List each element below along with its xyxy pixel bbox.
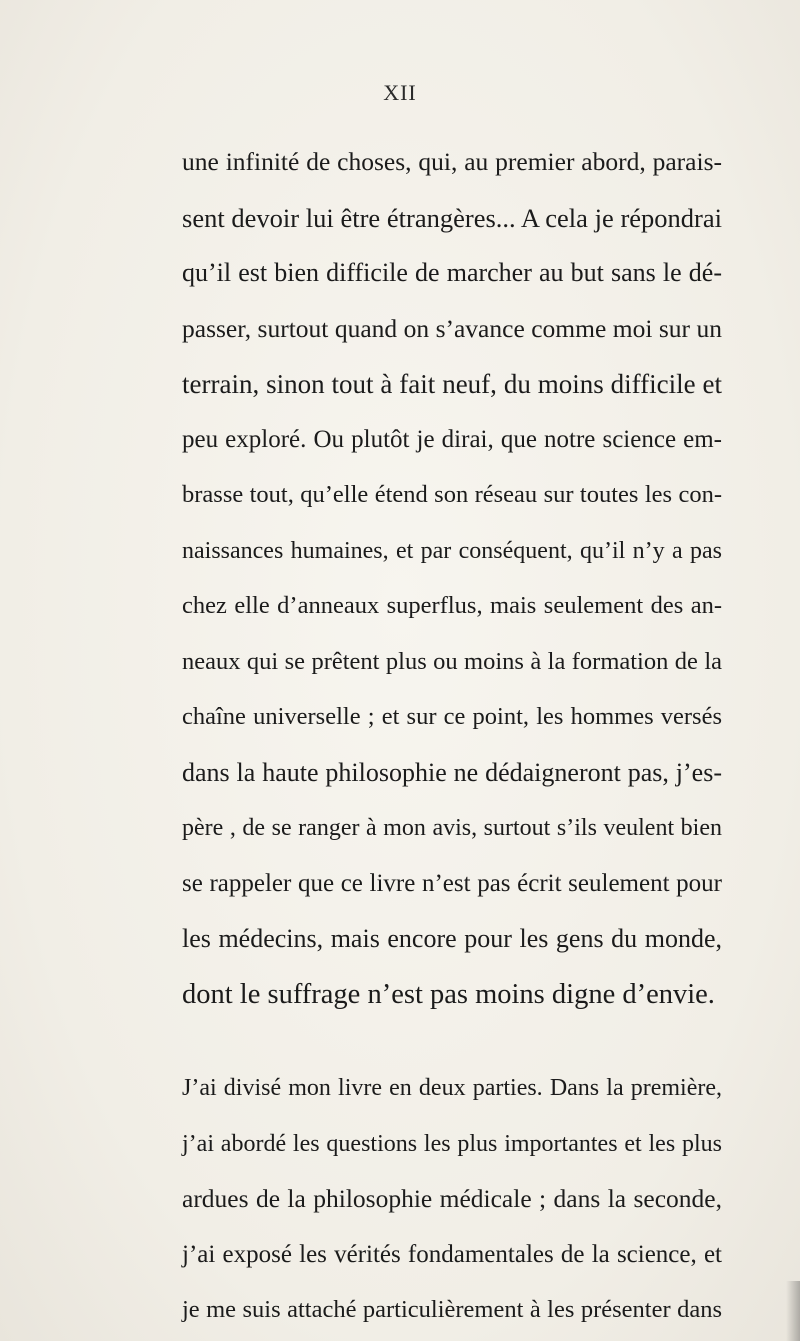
- text-line: neaux qui se prêtent plus ou moins à la formation de la: [182, 648, 722, 675]
- text-line: une infinité de choses, qui, au premier abord, parais-: [182, 147, 722, 176]
- text-line: je me suis attaché particulièrement à les présenter dans: [182, 1296, 722, 1323]
- text-line: J’ai divisé mon livre en deux parties. Dans la première,: [182, 1075, 722, 1101]
- text-line: dans la haute philosophie ne dédaigneront pas, j’es-: [182, 758, 722, 787]
- text-line: dont le suffrage n’est pas moins digne d’envie.: [182, 979, 715, 1010]
- text-line: peu exploré. Ou plutôt je dirai, que notre science em-: [182, 426, 722, 453]
- page-number: XII: [383, 80, 417, 105]
- page-edge-shadow: [786, 1281, 800, 1341]
- text-line: terrain, sinon tout à fait neuf, du moins difficile et: [182, 369, 722, 399]
- text-line: naissances humaines, et par conséquent, qu’il n’y a pas: [182, 538, 722, 564]
- text-line: chez elle d’anneaux superflus, mais seulement des an-: [182, 592, 722, 619]
- text-line: qu’il est bien difficile de marcher au but sans le dé-: [182, 258, 722, 287]
- text-line: passer, surtout quand on s’avance comme moi sur un: [182, 314, 722, 343]
- text-line: brasse tout, qu’elle étend son réseau sur toutes les con-: [182, 481, 722, 508]
- text-line: ardues de la philosophie médicale ; dans la seconde,: [182, 1184, 722, 1213]
- text-line: père , de se ranger à mon avis, surtout s’ils veulent bien: [182, 815, 722, 841]
- text-line: j’ai exposé les vérités fondamentales de la science, et: [182, 1241, 722, 1268]
- text-line: chaîne universelle ; et sur ce point, les hommes versés: [182, 703, 722, 730]
- text-line: sent devoir lui être étrangères... A cela je répondrai: [182, 203, 722, 233]
- text-line: se rappeler que ce livre n’est pas écrit seulement pour: [182, 870, 722, 897]
- text-line: j’ai abordé les questions les plus importantes et les plus: [182, 1131, 722, 1157]
- text-line: les médecins, mais encore pour les gens du monde,: [182, 924, 722, 953]
